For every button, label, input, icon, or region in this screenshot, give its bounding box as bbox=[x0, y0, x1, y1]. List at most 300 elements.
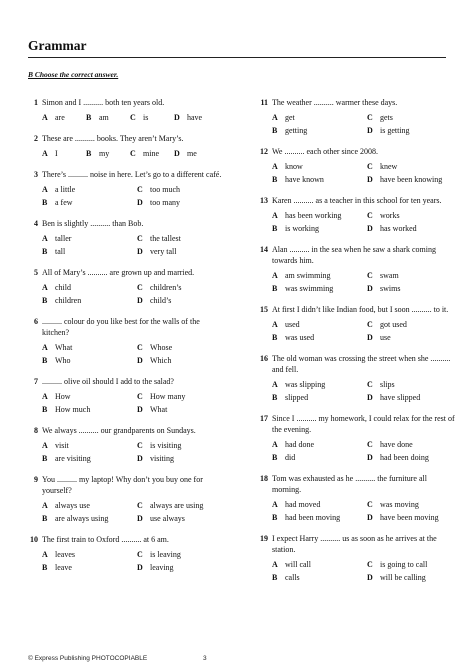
option-text: are bbox=[55, 113, 65, 122]
option-text: is bbox=[143, 113, 149, 122]
option-text: was swimming bbox=[285, 284, 334, 293]
answer-option-a[interactable] bbox=[42, 500, 137, 511]
option-letter: D bbox=[174, 113, 180, 122]
question-text: We .......... each other since 2008. bbox=[272, 147, 378, 156]
question-text: .......... olive oil should I add to the salad? bbox=[42, 377, 174, 386]
question-number: 7 bbox=[34, 377, 38, 386]
option-letter: D bbox=[367, 126, 373, 135]
question-number: 9 bbox=[34, 475, 38, 484]
answer-option-d[interactable] bbox=[367, 392, 457, 403]
answer-options bbox=[42, 500, 227, 524]
option-letter: B bbox=[42, 405, 48, 414]
option-text: have done bbox=[380, 440, 413, 449]
answer-option-c[interactable] bbox=[367, 270, 457, 281]
option-letter: B bbox=[272, 573, 278, 582]
option-text: know bbox=[285, 162, 303, 171]
questions-column-right bbox=[252, 97, 457, 583]
option-text: leaving bbox=[150, 563, 174, 572]
option-letter: C bbox=[137, 234, 143, 243]
option-text: getting bbox=[285, 126, 308, 135]
option-letter: B bbox=[42, 563, 48, 572]
answer-option-d[interactable] bbox=[367, 283, 457, 294]
question-stem bbox=[252, 473, 457, 495]
answer-option-a[interactable] bbox=[272, 379, 367, 390]
answer-option-a[interactable] bbox=[272, 112, 367, 123]
option-letter: D bbox=[137, 405, 143, 414]
question-number: 13 bbox=[260, 196, 268, 205]
option-text: too many bbox=[150, 198, 180, 207]
option-text: gets bbox=[380, 113, 393, 122]
option-letter: A bbox=[272, 211, 278, 220]
question-stem bbox=[22, 218, 227, 229]
option-text: knew bbox=[380, 162, 398, 171]
question-stem bbox=[252, 244, 457, 266]
option-text: have been moving bbox=[380, 513, 439, 522]
option-letter: A bbox=[272, 440, 278, 449]
option-text: my bbox=[99, 149, 110, 158]
question-19 bbox=[252, 533, 457, 583]
question-13 bbox=[252, 195, 457, 234]
answer-options bbox=[272, 270, 457, 294]
option-text: had been doing bbox=[380, 453, 429, 462]
option-text: was used bbox=[285, 333, 315, 342]
page-number: 3 bbox=[203, 655, 207, 662]
option-text: Who bbox=[55, 356, 71, 365]
option-text: was slipping bbox=[285, 380, 326, 389]
answer-option-c[interactable] bbox=[367, 559, 457, 570]
option-letter: A bbox=[272, 560, 278, 569]
option-letter: A bbox=[42, 113, 48, 122]
answer-option-a[interactable] bbox=[272, 161, 367, 172]
option-letter: A bbox=[272, 320, 278, 329]
answer-option-b[interactable] bbox=[42, 404, 137, 415]
option-letter: D bbox=[367, 453, 373, 462]
question-number: 10 bbox=[30, 535, 38, 544]
answer-option-b[interactable] bbox=[272, 223, 367, 234]
option-text: has worked bbox=[380, 224, 417, 233]
answer-option-c[interactable] bbox=[367, 319, 457, 330]
option-text: calls bbox=[285, 573, 300, 582]
option-letter: D bbox=[367, 284, 373, 293]
answer-option-b[interactable] bbox=[42, 246, 137, 257]
question-number: 17 bbox=[260, 414, 268, 423]
option-letter: A bbox=[42, 283, 48, 292]
question-text: Simon and I .......... both ten years old. bbox=[42, 98, 165, 107]
answer-option-b[interactable] bbox=[272, 512, 367, 523]
question-text: These are .......... books. They aren’t Mary’s. bbox=[42, 134, 184, 143]
answer-option-a[interactable] bbox=[42, 440, 137, 451]
answer-options bbox=[42, 112, 227, 123]
option-letter: A bbox=[272, 380, 278, 389]
option-text: got used bbox=[380, 320, 407, 329]
option-letter: B bbox=[272, 333, 278, 342]
option-text: was moving bbox=[380, 500, 419, 509]
option-text: child bbox=[55, 283, 71, 292]
answer-option-d[interactable] bbox=[174, 148, 218, 159]
question-text: We always .......... our grandparents on Sundays. bbox=[42, 426, 196, 435]
option-letter: A bbox=[272, 113, 278, 122]
question-6 bbox=[22, 316, 227, 366]
answer-option-a[interactable] bbox=[42, 112, 86, 123]
option-text: swam bbox=[380, 271, 399, 280]
option-text: have slipped bbox=[380, 393, 421, 402]
question-number: 4 bbox=[34, 219, 38, 228]
question-text: Tom was exhausted as he .......... the furniture all morning. bbox=[272, 474, 427, 494]
question-12 bbox=[252, 146, 457, 185]
question-7 bbox=[22, 376, 227, 415]
question-stem bbox=[252, 304, 457, 315]
option-letter: B bbox=[272, 513, 278, 522]
exercise-instruction: B Choose the correct answer. bbox=[28, 70, 119, 79]
answer-option-a[interactable] bbox=[42, 342, 137, 353]
question-text: Karen .......... as a teacher in this school for ten years. bbox=[272, 196, 442, 205]
option-text: visiting bbox=[150, 454, 175, 463]
option-text: always are using bbox=[150, 501, 204, 510]
question-stem bbox=[22, 425, 227, 436]
option-letter: C bbox=[137, 501, 143, 510]
answer-option-c[interactable] bbox=[137, 342, 227, 353]
copyright-text: © Express Publishing PHOTOCOPIABLE bbox=[28, 655, 148, 662]
answer-option-b[interactable] bbox=[42, 197, 137, 208]
answer-option-c[interactable] bbox=[367, 379, 457, 390]
answer-option-a[interactable] bbox=[42, 148, 86, 159]
answer-option-c[interactable] bbox=[137, 282, 227, 293]
answer-option-b[interactable] bbox=[42, 562, 137, 573]
option-letter: A bbox=[42, 441, 48, 450]
option-text: child’s bbox=[150, 296, 172, 305]
option-letter: B bbox=[272, 284, 278, 293]
question-number: 5 bbox=[34, 268, 38, 277]
answer-option-a[interactable] bbox=[272, 270, 367, 281]
answer-option-c[interactable] bbox=[130, 148, 174, 159]
option-letter: C bbox=[367, 560, 373, 569]
option-letter: C bbox=[137, 283, 143, 292]
option-text: tall bbox=[55, 247, 66, 256]
question-stem bbox=[252, 533, 457, 555]
option-letter: C bbox=[367, 271, 373, 280]
option-letter: A bbox=[42, 550, 48, 559]
answer-option-c[interactable] bbox=[367, 499, 457, 510]
question-number: 6 bbox=[34, 317, 38, 326]
answer-option-d[interactable] bbox=[367, 332, 457, 343]
question-stem bbox=[22, 474, 227, 496]
option-letter: B bbox=[272, 175, 278, 184]
option-letter: A bbox=[42, 185, 48, 194]
answer-option-d[interactable] bbox=[367, 452, 457, 463]
answer-option-a[interactable] bbox=[272, 319, 367, 330]
option-text: mine bbox=[143, 149, 159, 158]
option-text: very tall bbox=[150, 247, 177, 256]
answer-option-d[interactable] bbox=[367, 512, 457, 523]
answer-option-b[interactable] bbox=[86, 112, 130, 123]
option-letter: D bbox=[367, 513, 373, 522]
option-text: leave bbox=[55, 563, 72, 572]
question-stem bbox=[252, 146, 457, 157]
option-letter: D bbox=[137, 454, 143, 463]
answer-option-d[interactable] bbox=[137, 197, 227, 208]
answer-options bbox=[272, 210, 457, 234]
answer-option-d[interactable] bbox=[367, 223, 457, 234]
answer-option-a[interactable] bbox=[272, 439, 367, 450]
option-text: will call bbox=[285, 560, 311, 569]
option-letter: C bbox=[137, 343, 143, 352]
question-3 bbox=[22, 169, 227, 208]
option-text: used bbox=[285, 320, 300, 329]
option-letter: A bbox=[42, 501, 48, 510]
question-number: 8 bbox=[34, 426, 38, 435]
option-letter: C bbox=[137, 185, 143, 194]
heading-divider bbox=[28, 57, 446, 58]
option-text: a little bbox=[55, 185, 76, 194]
answer-option-d[interactable] bbox=[174, 112, 218, 123]
answer-option-c[interactable] bbox=[367, 161, 457, 172]
option-text: taller bbox=[55, 234, 72, 243]
question-number: 12 bbox=[260, 147, 268, 156]
answer-option-d[interactable] bbox=[367, 174, 457, 185]
answer-option-b[interactable] bbox=[272, 452, 367, 463]
question-number: 3 bbox=[34, 170, 38, 179]
answer-options bbox=[272, 499, 457, 523]
option-letter: B bbox=[42, 356, 48, 365]
option-text: children bbox=[55, 296, 82, 305]
option-text: What bbox=[150, 405, 168, 414]
option-letter: D bbox=[137, 356, 143, 365]
question-number: 18 bbox=[260, 474, 268, 483]
question-stem bbox=[22, 97, 227, 108]
option-letter: B bbox=[42, 296, 48, 305]
answer-option-d[interactable] bbox=[137, 562, 227, 573]
question-16 bbox=[252, 353, 457, 403]
question-11 bbox=[252, 97, 457, 136]
answer-option-a[interactable] bbox=[272, 559, 367, 570]
option-letter: A bbox=[272, 500, 278, 509]
option-text: am bbox=[99, 113, 109, 122]
question-4 bbox=[22, 218, 227, 257]
answer-option-a[interactable] bbox=[272, 499, 367, 510]
question-stem bbox=[252, 353, 457, 375]
option-letter: D bbox=[137, 198, 143, 207]
questions-column-left bbox=[22, 97, 227, 573]
option-letter: B bbox=[272, 126, 278, 135]
answer-option-d[interactable] bbox=[137, 513, 227, 524]
option-text: visit bbox=[55, 441, 69, 450]
answer-option-c[interactable] bbox=[137, 500, 227, 511]
option-letter: C bbox=[367, 440, 373, 449]
answer-option-a[interactable] bbox=[42, 233, 137, 244]
answer-option-c[interactable] bbox=[137, 233, 227, 244]
option-letter: D bbox=[137, 563, 143, 572]
question-text: .......... colour do you like best for the walls of the kitchen? bbox=[42, 317, 200, 337]
question-number: 16 bbox=[260, 354, 268, 363]
answer-options bbox=[42, 282, 227, 306]
answer-option-b[interactable] bbox=[272, 572, 367, 583]
option-text: a few bbox=[55, 198, 73, 207]
answer-option-c[interactable] bbox=[367, 439, 457, 450]
answer-option-d[interactable] bbox=[137, 295, 227, 306]
option-text: leaves bbox=[55, 550, 75, 559]
option-letter: C bbox=[130, 113, 136, 122]
option-letter: B bbox=[42, 454, 48, 463]
answer-option-d[interactable] bbox=[367, 125, 457, 136]
question-1 bbox=[22, 97, 227, 123]
option-letter: B bbox=[42, 514, 48, 523]
answer-option-b[interactable] bbox=[86, 148, 130, 159]
option-letter: B bbox=[272, 224, 278, 233]
option-text: Which bbox=[150, 356, 172, 365]
question-18 bbox=[252, 473, 457, 523]
option-text: How much bbox=[55, 405, 91, 414]
answer-options bbox=[272, 161, 457, 185]
answer-options bbox=[42, 342, 227, 366]
option-letter: D bbox=[367, 393, 373, 402]
option-letter: D bbox=[137, 247, 143, 256]
option-letter: B bbox=[272, 393, 278, 402]
option-text: me bbox=[187, 149, 197, 158]
question-15 bbox=[252, 304, 457, 343]
answer-option-c[interactable] bbox=[367, 112, 457, 123]
answer-option-b[interactable] bbox=[42, 355, 137, 366]
question-number: 15 bbox=[260, 305, 268, 314]
option-text: Whose bbox=[150, 343, 173, 352]
question-2 bbox=[22, 133, 227, 159]
question-text: All of Mary’s .......... are grown up and married. bbox=[42, 268, 195, 277]
option-letter: D bbox=[367, 175, 373, 184]
option-letter: C bbox=[130, 149, 136, 158]
section-heading: Grammar bbox=[28, 38, 87, 53]
answer-option-b[interactable] bbox=[272, 174, 367, 185]
question-14 bbox=[252, 244, 457, 294]
answer-option-c[interactable] bbox=[137, 440, 227, 451]
option-text: slips bbox=[380, 380, 395, 389]
option-text: What bbox=[55, 343, 73, 352]
option-text: is going to call bbox=[380, 560, 428, 569]
option-letter: A bbox=[42, 392, 48, 401]
option-letter: B bbox=[86, 113, 92, 122]
option-letter: A bbox=[272, 162, 278, 171]
option-letter: D bbox=[174, 149, 180, 158]
option-text: will be calling bbox=[380, 573, 426, 582]
answer-option-b[interactable] bbox=[272, 392, 367, 403]
question-number: 19 bbox=[260, 534, 268, 543]
page-footer bbox=[28, 655, 448, 662]
answer-option-d[interactable] bbox=[137, 453, 227, 464]
option-text: has been working bbox=[285, 211, 342, 220]
question-text: You .......... my laptop! Why don’t you buy one for yourself? bbox=[42, 475, 203, 495]
answer-options bbox=[42, 233, 227, 257]
question-stem bbox=[22, 267, 227, 278]
question-stem bbox=[22, 316, 227, 338]
option-letter: B bbox=[42, 247, 48, 256]
question-text: At first I didn’t like Indian food, but I soon .......... to it. bbox=[272, 305, 449, 314]
option-letter: C bbox=[367, 320, 373, 329]
question-5 bbox=[22, 267, 227, 306]
answer-option-d[interactable] bbox=[367, 572, 457, 583]
answer-option-a[interactable] bbox=[272, 210, 367, 221]
option-letter: C bbox=[367, 113, 373, 122]
option-letter: C bbox=[367, 500, 373, 509]
question-stem bbox=[252, 413, 457, 435]
question-number: 1 bbox=[34, 98, 38, 107]
answer-option-c[interactable] bbox=[137, 391, 227, 402]
option-text: am swimming bbox=[285, 271, 331, 280]
answer-option-d[interactable] bbox=[137, 404, 227, 415]
question-17 bbox=[252, 413, 457, 463]
option-text: always use bbox=[55, 501, 90, 510]
answer-options bbox=[42, 148, 227, 159]
option-letter: B bbox=[272, 453, 278, 462]
option-text: had done bbox=[285, 440, 315, 449]
answer-option-b[interactable] bbox=[42, 513, 137, 524]
option-text: have been knowing bbox=[380, 175, 443, 184]
option-text: had moved bbox=[285, 500, 321, 509]
answer-option-c[interactable] bbox=[137, 184, 227, 195]
question-text: Ben is slightly .......... than Bob. bbox=[42, 219, 144, 228]
answer-options bbox=[42, 184, 227, 208]
question-number: 11 bbox=[260, 98, 268, 107]
answer-option-a[interactable] bbox=[42, 282, 137, 293]
option-text: is working bbox=[285, 224, 319, 233]
answer-option-d[interactable] bbox=[137, 355, 227, 366]
question-stem bbox=[252, 97, 457, 108]
option-text: is visiting bbox=[150, 441, 182, 450]
answer-option-c[interactable] bbox=[137, 549, 227, 560]
option-letter: A bbox=[42, 149, 48, 158]
option-text: is getting bbox=[380, 126, 410, 135]
option-letter: A bbox=[42, 234, 48, 243]
option-letter: B bbox=[86, 149, 92, 158]
answer-option-b[interactable] bbox=[272, 332, 367, 343]
question-text: There’s .......... noise in here. Let’s go to a different café. bbox=[42, 170, 222, 179]
question-text: The old woman was crossing the street when she .......... and fell. bbox=[272, 354, 451, 374]
option-text: get bbox=[285, 113, 295, 122]
answer-option-a[interactable] bbox=[42, 391, 137, 402]
question-stem bbox=[22, 376, 227, 387]
answer-option-b[interactable] bbox=[42, 453, 137, 464]
answer-option-d[interactable] bbox=[137, 246, 227, 257]
option-letter: D bbox=[137, 296, 143, 305]
answer-options bbox=[42, 549, 227, 573]
answer-option-b[interactable] bbox=[272, 125, 367, 136]
answer-option-b[interactable] bbox=[42, 295, 137, 306]
option-letter: D bbox=[367, 224, 373, 233]
answer-options bbox=[272, 439, 457, 463]
answer-options bbox=[272, 379, 457, 403]
answer-options bbox=[42, 391, 227, 415]
option-text: are always using bbox=[55, 514, 109, 523]
option-letter: C bbox=[367, 211, 373, 220]
option-letter: A bbox=[272, 271, 278, 280]
answer-option-a[interactable] bbox=[42, 184, 137, 195]
option-letter: C bbox=[367, 162, 373, 171]
answer-option-c[interactable] bbox=[367, 210, 457, 221]
option-text: swims bbox=[380, 284, 401, 293]
option-text: I bbox=[55, 149, 58, 158]
option-letter: D bbox=[137, 514, 143, 523]
question-10 bbox=[22, 534, 227, 573]
option-text: is leaving bbox=[150, 550, 181, 559]
question-number: 2 bbox=[34, 134, 38, 143]
option-letter: B bbox=[42, 198, 48, 207]
option-text: How many bbox=[150, 392, 186, 401]
option-text: too much bbox=[150, 185, 180, 194]
question-9 bbox=[22, 474, 227, 524]
answer-option-b[interactable] bbox=[272, 283, 367, 294]
answer-option-a[interactable] bbox=[42, 549, 137, 560]
option-text: slipped bbox=[285, 393, 309, 402]
answer-option-c[interactable] bbox=[130, 112, 174, 123]
option-text: are visiting bbox=[55, 454, 91, 463]
question-text: Alan .......... in the sea when he saw a shark coming towards him. bbox=[272, 245, 436, 265]
